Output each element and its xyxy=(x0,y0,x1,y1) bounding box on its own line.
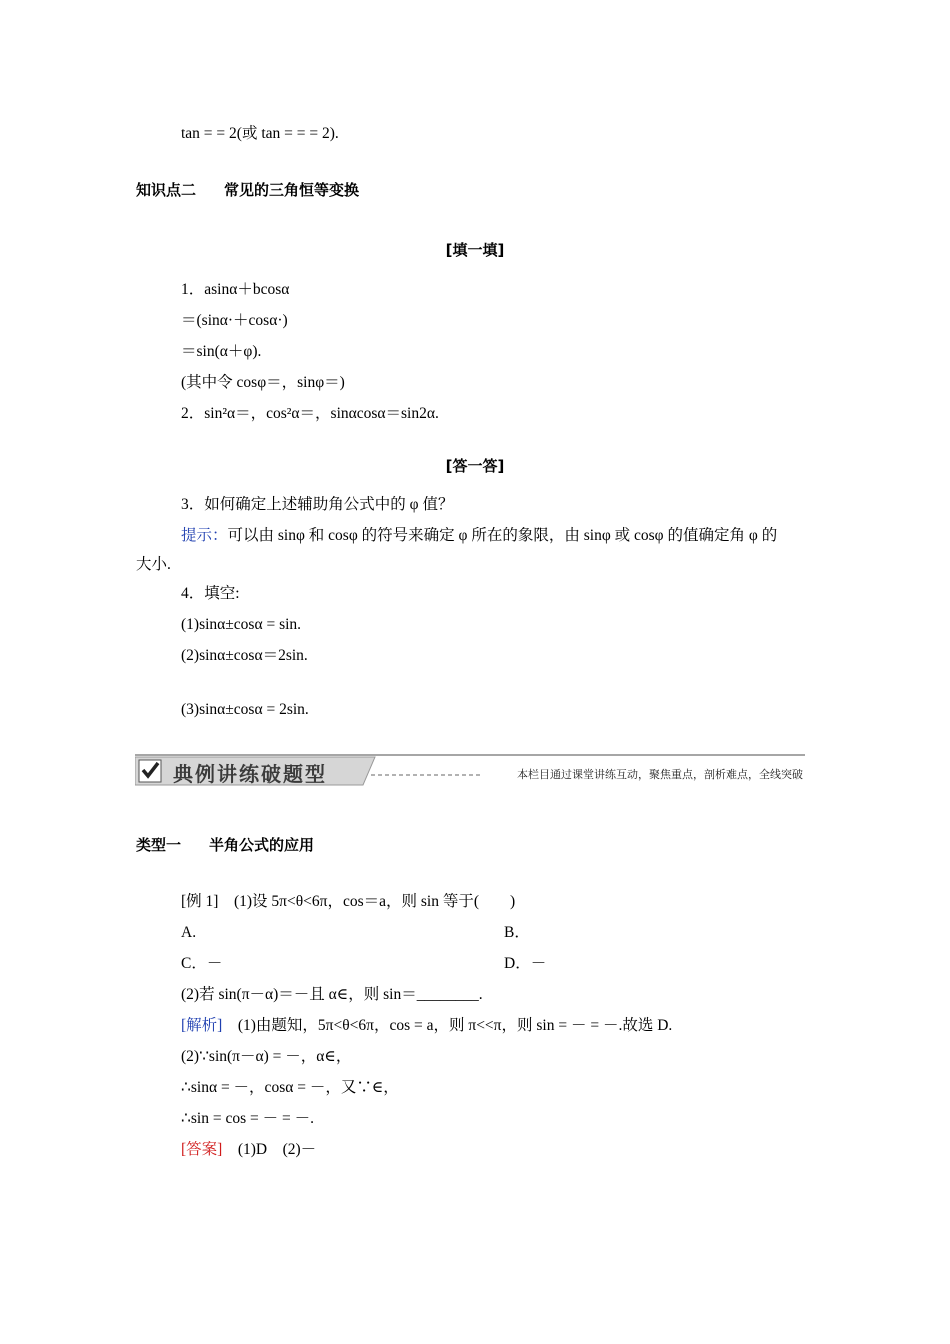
fill-formula-3: (3)sinα±cosα = 2sin. xyxy=(181,701,309,718)
fill-line-2: ＝(sinα·＋cosα·) xyxy=(181,312,288,329)
choice-b: B． xyxy=(504,924,530,941)
solution-line-1: (2)∵sin(π－α) = －，α∈， xyxy=(181,1048,352,1065)
answer-label: [答案] xyxy=(181,1141,223,1158)
hint-text: 可以由 sinφ 和 cosφ 的符号来确定 φ 所在的象限，由 sinφ 或 cosφ 的值确定角 φ 的 xyxy=(227,527,778,544)
fill-line-5: 2．sin²α＝，cos²α＝，sinαcosα＝sin2α. xyxy=(181,405,439,422)
choice-d: D．－ xyxy=(504,955,547,972)
analysis-label: [解析] xyxy=(181,1017,223,1034)
question-3: 3．如何确定上述辅助角公式中的 φ 值？ xyxy=(181,496,454,513)
choice-c: C．－ xyxy=(181,955,223,972)
type-heading xyxy=(136,835,314,855)
choice-a: A. xyxy=(181,924,197,941)
fill-formula-1: (1)sinα±cosα = sin. xyxy=(181,616,302,633)
analysis-text: (1)由题知，5π<θ<6π，cos = a，则 π<<π，则 sin = － = －.故选 D. xyxy=(222,1017,673,1034)
type-label: 类型一 xyxy=(136,836,182,854)
question-4: 4．填空: xyxy=(181,585,240,602)
fill-line-3: ＝sin(α＋φ). xyxy=(181,343,262,360)
answer-header: [答一答] xyxy=(445,457,505,475)
formula-line-tan: tan = = 2(或 tan = = = 2). xyxy=(181,125,339,142)
section-title: 常见的三角恒等变换 xyxy=(224,181,360,199)
section-label: 知识点二 xyxy=(136,181,197,199)
solution-line-3: ∴sin = cos = － = －. xyxy=(181,1110,314,1127)
banner-title: 典例讲练破题型 xyxy=(173,762,327,786)
fill-line-1: 1．asinα＋bcosα xyxy=(181,281,290,298)
solution-line-2: ∴sinα = －，cosα = －，又∵∈， xyxy=(181,1079,399,1096)
hint-line xyxy=(181,526,777,546)
fill-formula-2: (2)sinα±cosα＝2sin. xyxy=(181,647,308,664)
example-head: [例 1] (1)设 5π<θ<6π，cos＝a，则 sin 等于( ) xyxy=(181,893,516,910)
section-heading xyxy=(136,180,359,200)
example-part-2: (2)若 sin(π－α)＝－且 α∈，则 sin＝________. xyxy=(181,986,483,1003)
section-banner xyxy=(135,754,805,786)
hint-continuation: 大小. xyxy=(136,556,171,573)
answer-text: (1)D (2)－ xyxy=(222,1141,317,1158)
fill-header: [填一填] xyxy=(445,241,505,259)
answer-line xyxy=(181,1140,316,1160)
banner-note: 本栏目通过课堂讲练互动，聚焦重点，剖析难点，全线突破 xyxy=(517,768,803,781)
analysis-line xyxy=(181,1016,672,1036)
fill-line-4: (其中令 cosφ＝，sinφ＝) xyxy=(181,374,345,391)
hint-label: 提示： xyxy=(181,527,228,544)
type-title: 半角公式的应用 xyxy=(209,836,315,854)
